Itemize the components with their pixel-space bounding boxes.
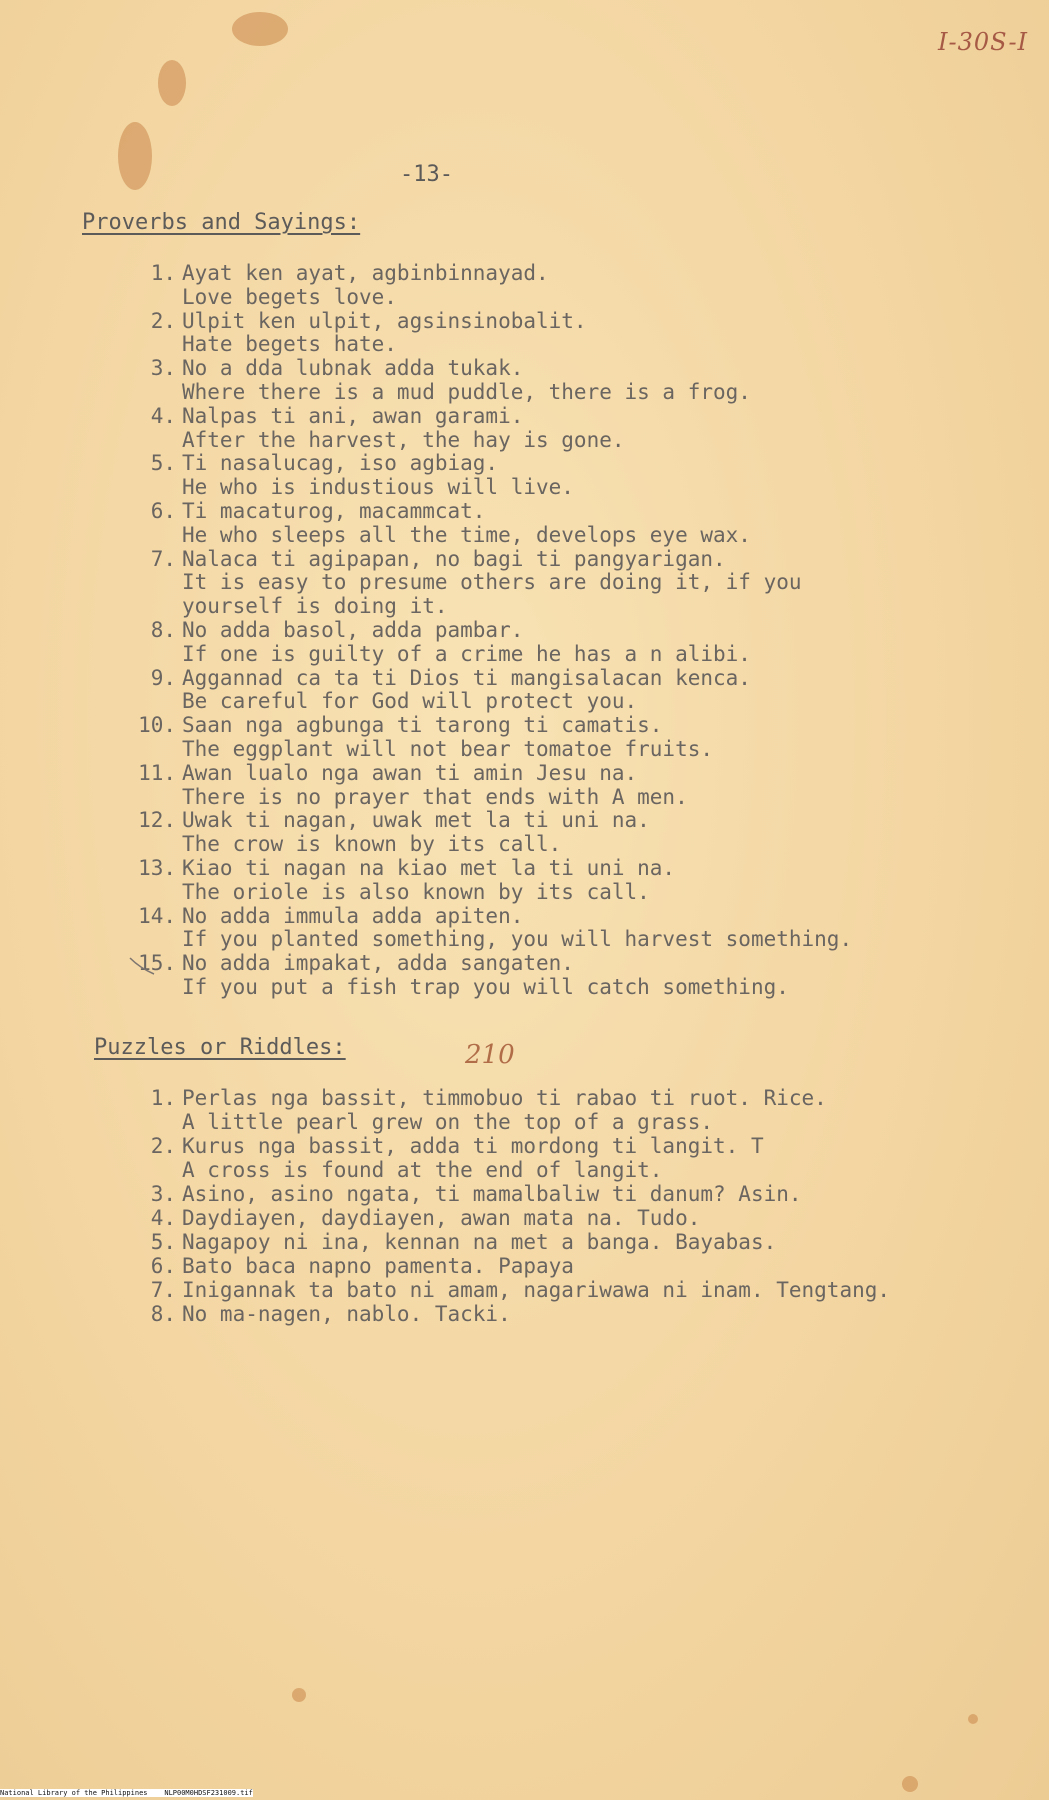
proverb-english: The crow is known by its call. [182, 832, 562, 857]
proverb-english: He who is industious will live. [182, 475, 574, 500]
proverb-number: 14. [138, 903, 176, 928]
check-mark-icon [128, 954, 158, 978]
proverb-number: 7. [150, 546, 176, 571]
proverb-english: It is easy to presume others are doing it, if you [182, 570, 802, 595]
proverb-item [120, 667, 1020, 715]
proverb-number: 15. [138, 951, 176, 976]
proverb-item [120, 500, 1020, 548]
proverb-ilocano: No adda basol, adda pambar. [182, 617, 524, 642]
riddle-ilocano: Inigannak ta bato ni amam, nagariwawa ni inam. Tengtang. [182, 1278, 891, 1302]
proverb-english: Love begets love. [182, 284, 397, 309]
proverb-ilocano: No a dda lubnak adda tukak. [182, 356, 524, 381]
proverb-item [120, 905, 1020, 953]
riddle-item [148, 1182, 1008, 1206]
riddle-number: 8. [150, 1302, 176, 1326]
proverb-english: Hate begets hate. [182, 332, 397, 357]
archive-corner-note: I-30S-I [938, 28, 1029, 56]
page-number: -13- [400, 162, 453, 187]
proverb-number: 1. [150, 261, 176, 285]
riddle-ilocano: Bato baca napno pamenta. Papaya [182, 1254, 574, 1278]
proverb-english: Where there is a mud puddle, there is a frog. [182, 379, 751, 404]
proverbs-heading: Proverbs and Sayings: [82, 210, 361, 235]
riddle-item [148, 1254, 1008, 1278]
proverb-item [120, 548, 1020, 619]
proverb-number: 3. [150, 356, 176, 381]
riddle-item [148, 1206, 1008, 1230]
riddle-item [148, 1230, 1008, 1254]
proverb-ilocano: No adda immula adda apiten. [182, 903, 524, 928]
archive-footer: National Library of the Philippines NLP00M0HDSF231009.tif [0, 1789, 253, 1797]
proverb-item [120, 619, 1020, 667]
proverb-item [120, 357, 1020, 405]
stain-bottom [292, 1688, 306, 1702]
proverb-english-cont: yourself is doing it. [182, 594, 448, 619]
proverb-list [120, 262, 1020, 1000]
proverb-ilocano: Ti macaturog, macammcat. [182, 498, 486, 523]
proverb-item [120, 452, 1020, 500]
riddle-number: 5. [150, 1230, 176, 1254]
riddle-number: 6. [150, 1254, 176, 1278]
riddle-english: A cross is found at the end of langit. [182, 1158, 663, 1182]
riddle-number: 2. [150, 1134, 176, 1158]
riddle-item [148, 1278, 1008, 1302]
proverb-number: 9. [150, 665, 176, 690]
riddle-ilocano: Perlas nga bassit, timmobuo ti rabao ti ruot. Rice. [182, 1086, 827, 1110]
riddle-number: 3. [150, 1182, 176, 1206]
proverb-ilocano: Kiao ti nagan na kiao met la ti uni na. [182, 855, 676, 880]
riddle-item [148, 1302, 1008, 1326]
proverb-english: The eggplant will not bear tomatoe fruits. [182, 736, 714, 761]
proverb-item [120, 762, 1020, 810]
riddle-list [148, 1086, 1008, 1326]
riddles-heading: Puzzles or Riddles: [94, 1035, 346, 1060]
proverb-ilocano: Ti nasalucag, iso agbiag. [182, 451, 499, 476]
proverb-number: 2. [150, 308, 176, 333]
proverb-english: If you planted something, you will harvest something. [182, 927, 853, 952]
riddle-ilocano: Nagapoy ni ina, kennan na met a banga. Bayabas. [182, 1230, 777, 1254]
stain-top [232, 12, 288, 46]
handwritten-mark: 210 [465, 1040, 515, 1070]
riddle-number: 4. [150, 1206, 176, 1230]
proverb-ilocano: Uwak ti nagan, uwak met la ti uni na. [182, 808, 650, 833]
proverb-item [120, 310, 1020, 358]
proverb-number: 11. [138, 760, 176, 785]
proverb-english: If one is guilty of a crime he has a n alibi. [182, 641, 751, 666]
proverb-item [120, 405, 1020, 453]
riddle-ilocano: Daydiayen, daydiayen, awan mata na. Tudo. [182, 1206, 701, 1230]
proverb-english: After the harvest, the hay is gone. [182, 427, 625, 452]
proverb-number: 12. [138, 808, 176, 833]
proverb-number: 4. [150, 403, 176, 428]
riddle-ilocano: Kurus nga bassit, adda ti mordong ti langit. T [182, 1134, 764, 1158]
proverb-item [120, 262, 1020, 310]
proverb-number: 8. [150, 617, 176, 642]
riddle-number: 1. [150, 1086, 176, 1110]
proverb-ilocano: No adda impakat, adda sangaten. [182, 951, 574, 976]
proverb-ilocano: Ayat ken ayat, agbinbinnayad. [182, 261, 549, 285]
proverb-item [120, 857, 1020, 905]
stain-bottom-right-1 [968, 1714, 978, 1724]
proverb-english: The oriole is also known by its call. [182, 879, 650, 904]
proverb-english: If you put a fish trap you will catch something. [182, 974, 789, 999]
stain-left-2 [118, 122, 152, 190]
proverb-ilocano: Awan lualo nga awan ti amin Jesu na. [182, 760, 638, 785]
proverb-item [120, 952, 1020, 1000]
proverb-item [120, 809, 1020, 857]
proverb-number: 6. [150, 498, 176, 523]
proverb-ilocano: Ulpit ken ulpit, agsinsinobalit. [182, 308, 587, 333]
proverb-ilocano: Nalaca ti agipapan, no bagi ti pangyarigan. [182, 546, 726, 571]
riddle-item [148, 1134, 1008, 1182]
proverb-english: He who sleeps all the time, develops eye wax. [182, 522, 751, 547]
proverb-item [120, 714, 1020, 762]
proverb-ilocano: Saan nga agbunga ti tarong ti camatis. [182, 713, 663, 738]
stain-left-1 [158, 60, 186, 106]
proverb-ilocano: Aggannad ca ta ti Dios ti mangisalacan kenca. [182, 665, 751, 690]
riddle-ilocano: No ma-nagen, nablo. Tacki. [182, 1302, 511, 1326]
proverb-number: 10. [138, 713, 176, 738]
riddle-english: A little pearl grew on the top of a grass. [182, 1110, 714, 1134]
proverb-english: There is no prayer that ends with A men. [182, 784, 688, 809]
riddle-ilocano: Asino, asino ngata, ti mamalbaliw ti danum? Asin. [182, 1182, 802, 1206]
stain-bottom-right-2 [902, 1776, 918, 1792]
proverb-number: 13. [138, 855, 176, 880]
proverb-english: Be careful for God will protect you. [182, 689, 638, 714]
riddle-item [148, 1086, 1008, 1134]
riddle-number: 7. [150, 1278, 176, 1302]
proverb-ilocano: Nalpas ti ani, awan garami. [182, 403, 524, 428]
proverb-number: 5. [150, 451, 176, 476]
